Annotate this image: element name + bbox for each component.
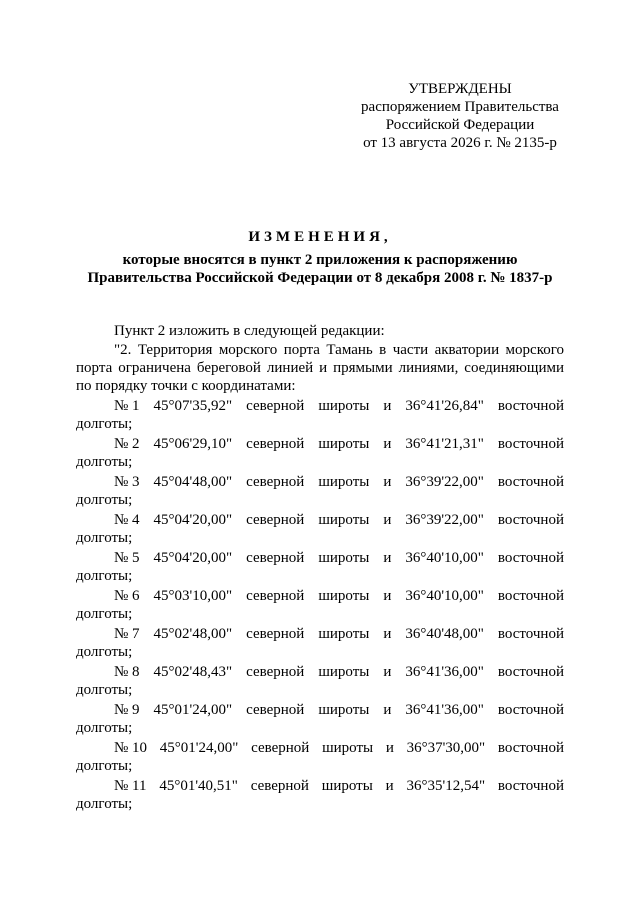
coordinate-point-row (76, 549, 564, 567)
document-title: ИЗМЕНЕНИЯ, (248, 229, 392, 245)
approval-stamp (340, 80, 580, 152)
latitude-value: 45°01'40,51" (159, 778, 238, 794)
coordinate-point-row (76, 777, 564, 795)
longitude-word: восточной (497, 436, 564, 452)
point-number: № 3 (114, 474, 140, 490)
point-number: № 11 (114, 778, 147, 794)
territory-paragraph (76, 341, 564, 395)
approval-heading: УТВЕРЖДЕНЫ (408, 81, 512, 97)
and-word: и (383, 436, 392, 452)
longitude-label: долготы; (76, 568, 133, 584)
latitude-value: 45°02'48,43" (153, 664, 233, 680)
latitude-value: 45°06'29,10" (153, 436, 233, 452)
latitude-value: 45°03'10,00" (153, 588, 233, 604)
longitude-value: 36°41'36,00" (405, 702, 484, 718)
longitude-value: 36°40'10,00" (405, 550, 484, 566)
longitude-label: долготы; (76, 454, 133, 470)
latitude-value: 45°04'20,00" (153, 550, 233, 566)
coordinate-point-row (76, 511, 564, 529)
point-number: № 2 (114, 436, 140, 452)
latitude-value: 45°07'35,92" (153, 398, 233, 414)
approval-date-number: от 13 августа 2026 г. № 2135-р (363, 135, 557, 151)
point-number: № 4 (114, 512, 140, 528)
longitude-label: долготы; (76, 758, 133, 774)
and-word: и (385, 778, 394, 794)
coordinate-point-row (76, 663, 564, 681)
approval-authority: распоряжением Правительства (361, 99, 559, 115)
longitude-label: долготы; (76, 416, 133, 432)
latitude-word: северной (246, 474, 305, 490)
latitude-label: широты (318, 550, 370, 566)
longitude-label: долготы; (76, 720, 133, 736)
longitude-word: восточной (497, 512, 564, 528)
and-word: и (383, 702, 392, 718)
longitude-value: 36°37'30,00" (406, 740, 486, 756)
latitude-word: северной (246, 512, 305, 528)
longitude-value: 36°40'48,00" (405, 626, 484, 642)
document-body (76, 322, 564, 813)
and-word: и (383, 664, 392, 680)
point-number: № 1 (114, 398, 140, 414)
longitude-label: долготы; (76, 492, 133, 508)
longitude-word: восточной (497, 778, 564, 794)
longitude-word: восточной (497, 740, 564, 756)
coordinate-point-row (76, 397, 564, 415)
longitude-word: восточной (497, 588, 564, 604)
longitude-label: долготы; (76, 796, 133, 812)
latitude-label: широты (318, 702, 370, 718)
latitude-word: северной (246, 398, 305, 414)
point-number: № 8 (114, 664, 140, 680)
coordinate-point (76, 663, 564, 699)
coordinate-point (76, 549, 564, 585)
and-word: и (383, 626, 392, 642)
longitude-value: 36°41'21,31" (405, 436, 484, 452)
longitude-value: 36°40'10,00" (405, 588, 484, 604)
coordinate-point (76, 473, 564, 509)
latitude-word: северной (246, 550, 305, 566)
latitude-word: северной (246, 702, 305, 718)
latitude-label: широты (318, 436, 370, 452)
subtitle-line-2: Правительства Российской Федерации от 8 декабря 2008 г. № 1837-р (87, 270, 553, 286)
coordinate-point (76, 777, 564, 813)
coordinate-point (76, 511, 564, 547)
coordinate-point (76, 739, 564, 775)
latitude-word: северной (246, 588, 305, 604)
latitude-value: 45°02'48,00" (153, 626, 233, 642)
point-number: № 7 (114, 626, 140, 642)
latitude-value: 45°01'24,00" (159, 740, 239, 756)
latitude-word: северной (246, 436, 305, 452)
coordinate-point (76, 701, 564, 737)
coordinate-point-row (76, 435, 564, 453)
latitude-value: 45°04'48,00" (153, 474, 233, 490)
longitude-value: 36°35'12,54" (406, 778, 486, 794)
territory-line-3: по порядку точки с координатами: (76, 378, 296, 394)
coordinate-point-row (76, 625, 564, 643)
longitude-word: восточной (497, 702, 564, 718)
longitude-value: 36°39'22,00" (405, 512, 484, 528)
territory-line-1: "2. Территория морского порта Тамань в части акватории морского (114, 342, 564, 358)
point-number: № 6 (114, 588, 140, 604)
coordinate-points-list (76, 397, 564, 813)
latitude-label: широты (318, 398, 370, 414)
latitude-word: северной (250, 778, 309, 794)
longitude-word: восточной (497, 626, 564, 642)
longitude-label: долготы; (76, 530, 133, 546)
latitude-label: широты (318, 588, 370, 604)
latitude-word: северной (246, 626, 305, 642)
latitude-label: широты (318, 474, 370, 490)
approval-country: Российской Федерации (385, 117, 535, 133)
latitude-label: широты (322, 740, 374, 756)
intro-paragraph: Пункт 2 изложить в следующей редакции: (114, 323, 385, 339)
and-word: и (383, 550, 392, 566)
longitude-word: восточной (497, 398, 564, 414)
coordinate-point (76, 587, 564, 623)
coordinate-point-row (76, 701, 564, 719)
document-subtitle (40, 251, 600, 287)
coordinate-point (76, 625, 564, 661)
latitude-value: 45°04'20,00" (153, 512, 233, 528)
latitude-label: широты (318, 512, 370, 528)
longitude-label: долготы; (76, 606, 133, 622)
latitude-word: северной (251, 740, 310, 756)
subtitle-line-1: которые вносятся в пункт 2 приложения к распоряжению (122, 252, 518, 268)
and-word: и (383, 588, 392, 604)
longitude-value: 36°39'22,00" (405, 474, 484, 490)
point-number: № 9 (114, 702, 140, 718)
territory-line-2: порта ограничена береговой линией и прямыми линиями, соединяющими (76, 360, 564, 376)
and-word: и (383, 398, 392, 414)
longitude-word: восточной (497, 664, 564, 680)
latitude-word: северной (246, 664, 305, 680)
longitude-value: 36°41'26,84" (405, 398, 484, 414)
point-number: № 10 (114, 740, 148, 756)
coordinate-point-row (76, 739, 564, 757)
latitude-label: широты (321, 778, 373, 794)
latitude-label: широты (318, 664, 370, 680)
longitude-label: долготы; (76, 682, 133, 698)
longitude-word: восточной (497, 550, 564, 566)
coordinate-point (76, 397, 564, 433)
longitude-value: 36°41'36,00" (405, 664, 484, 680)
coordinate-point (76, 435, 564, 471)
longitude-label: долготы; (76, 644, 133, 660)
longitude-word: восточной (497, 474, 564, 490)
point-number: № 5 (114, 550, 140, 566)
latitude-value: 45°01'24,00" (153, 702, 233, 718)
latitude-label: широты (318, 626, 370, 642)
coordinate-point-row (76, 473, 564, 491)
and-word: и (383, 512, 392, 528)
and-word: и (385, 740, 394, 756)
coordinate-point-row (76, 587, 564, 605)
and-word: и (383, 474, 392, 490)
